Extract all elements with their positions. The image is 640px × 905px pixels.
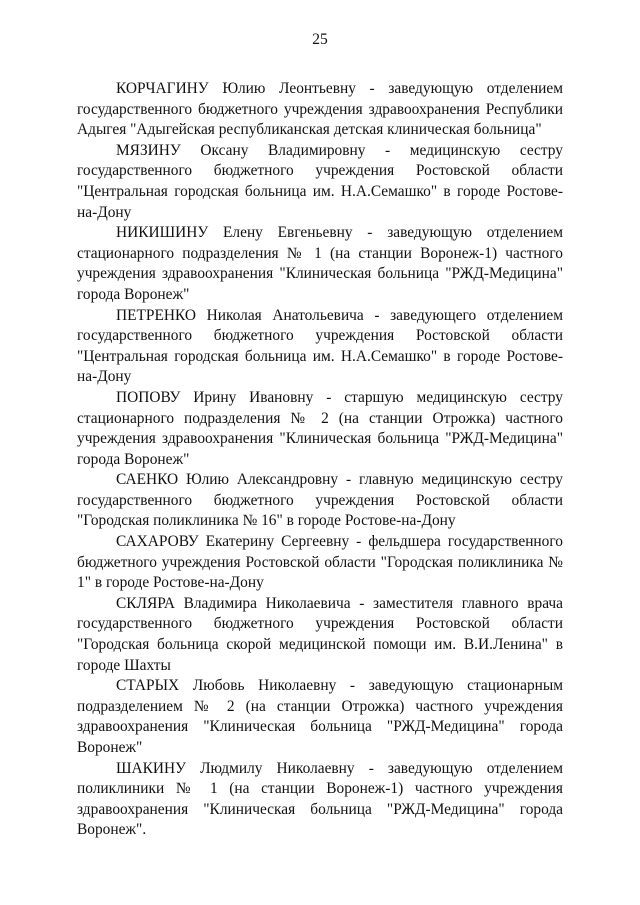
list-item: ПЕТРЕНКО Николая Анатольевича - заведующего отделением государственного бюджетного учреждения Ростовской области "Центральная городская больница им. Н.А.Семашко" в городе Ростове-на-Дону [77, 306, 563, 386]
list-item: ПОПОВУ Ирину Ивановну - старшую медицинскую сестру стационарного подразделения № 2 (на станции Отрожка) частного учреждения здравоохранения "Клиническая больница "РЖД-Медицина" города Воронеж" [77, 388, 563, 468]
list-item: САХАРОВУ Екатерину Сергеевну - фельдшера государственного бюджетного учреждения Ростовской области "Городская поликлиника № 1" в городе Ростове-на-Дону [77, 533, 563, 592]
list-item: ШАКИНУ Людмилу Николаевну - заведующую отделением поликлиники № 1 (на станции Воронеж-1) частного учреждения здравоохранения "Клиническая больница "РЖД-Медицина" города Воронеж". [77, 759, 563, 839]
list-item: НИКИШИНУ Елену Евгеньевну - заведующую отделением стационарного подразделения № 1 (на станции Воронеж-1) частного учреждения здравоохранения "Клиническая больница "РЖД-Медицина" города Воронеж" [77, 224, 563, 303]
list-item: СКЛЯРА Владимира Николаевича - заместителя главного врача государственного бюджетного учреждения Ростовской области "Городская больница скорой медицинской помощи им. В.И.Ленина" в городе Шахты [77, 594, 563, 674]
list-item: САЕНКО Юлию Александровну - главную медицинскую сестру государственного бюджетного учреждения Ростовской области "Городская поликлиника № 16" в городе Ростове-на-Дону [77, 471, 563, 530]
list-item: КОРЧАГИНУ Юлию Леонтьевну - заведующую отделением государственного бюджетного учреждения здравоохранения Республики Адыгея "Адыгейская республиканская детская клиническая больница" [77, 80, 563, 139]
award-list [77, 79, 563, 841]
page-number: 25 [312, 31, 328, 48]
list-item: СТАРЫХ Любовь Николаевну - заведующую стационарным подразделением № 2 (на станции Отрожка) частного учреждения здравоохранения "Клиническая больница "РЖД-Медицина" города Воронеж" [77, 677, 563, 756]
list-item: МЯЗИНУ Оксану Владимировну - медицинскую сестру государственного бюджетного учреждения Ростовской области "Центральная городская больница им. Н.А.Семашко" в городе Ростове-на-Дону [77, 141, 563, 221]
